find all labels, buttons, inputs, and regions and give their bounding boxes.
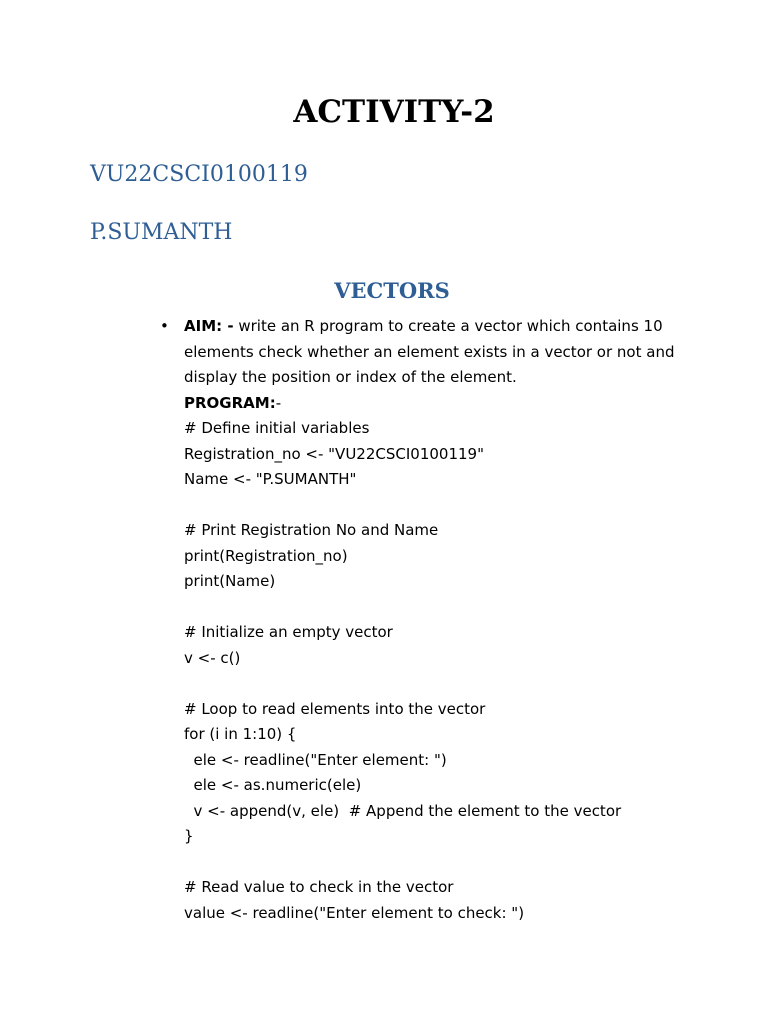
program-label: PROGRAM: <box>184 393 276 412</box>
code-line: # Read value to check in the vector <box>184 878 454 896</box>
program-label-suffix: - <box>275 393 282 412</box>
student-name: P.SUMANTH <box>90 220 233 245</box>
code-line: v <- append(v, ele) # Append the element to the vector <box>184 801 622 820</box>
registration-number: VU22CSCI0100119 <box>90 162 308 187</box>
bullet-icon: • <box>160 317 169 335</box>
code-line: v <- c() <box>184 648 241 667</box>
code-line: Name <- "P.SUMANTH" <box>184 470 357 488</box>
section-heading: VECTORS <box>334 278 450 303</box>
code-line: # Print Registration No and Name <box>184 521 439 539</box>
code-line: # Initialize an empty vector <box>184 623 393 641</box>
code-line <box>184 850 684 876</box>
code-line: ele <- as.numeric(ele) <box>184 776 362 794</box>
aim-line-2: elements check whether an element exists in a vector or not and <box>184 342 675 361</box>
document-title: ACTIVITY-2 <box>293 94 495 130</box>
code-line <box>184 671 684 697</box>
code-line: print(Name) <box>184 572 276 590</box>
aim-line-1 <box>184 314 684 340</box>
code-line <box>184 493 684 519</box>
aim-text-1: write an R program to create a vector which contains 10 <box>233 317 663 335</box>
program-label-line <box>184 391 684 417</box>
code-line: for (i in 1:10) { <box>184 725 297 743</box>
code-line: # Define initial variables <box>184 419 370 437</box>
code-line <box>184 595 684 621</box>
code-line: value <- readline("Enter element to check: ") <box>184 903 525 922</box>
code-line: # Loop to read elements into the vector <box>184 699 486 718</box>
code-block <box>184 416 684 926</box>
aim-line-3: display the position or index of the element. <box>184 368 517 386</box>
aim-label: AIM: - <box>184 317 234 335</box>
code-line: ele <- readline("Enter element: ") <box>184 750 447 769</box>
code-line: } <box>184 827 194 845</box>
code-line: print(Registration_no) <box>184 546 348 565</box>
aim-block <box>184 314 684 926</box>
code-line: Registration_no <- "VU22CSCI0100119" <box>184 444 484 463</box>
